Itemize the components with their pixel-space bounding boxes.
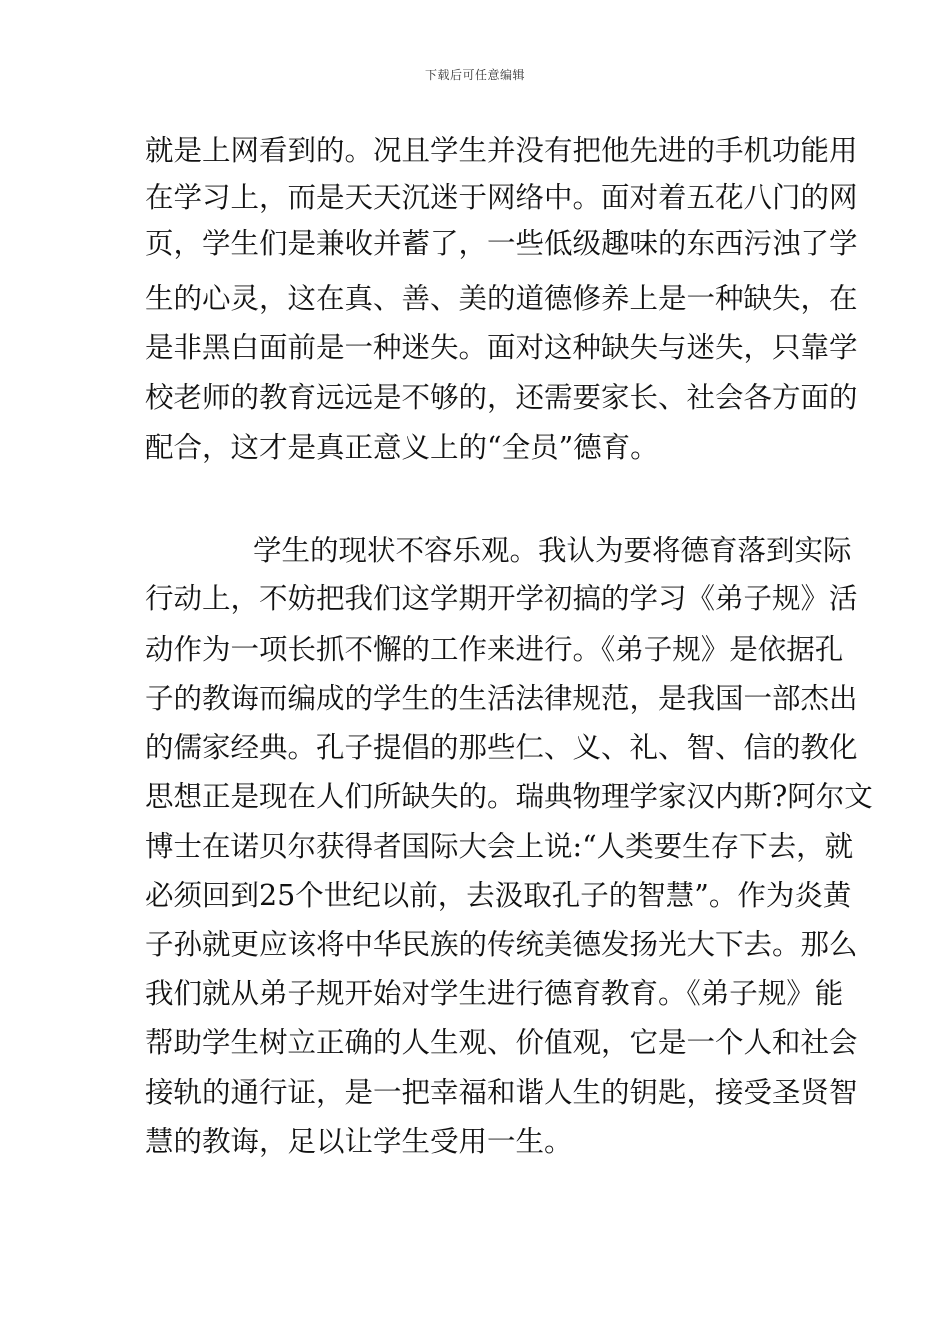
paragraph-2-line: 博士在诺贝尔获得者国际大会上说:“人类要生存下去，就 <box>145 830 854 863</box>
paragraph-2-line: 慧的教诲，足以让学生受用一生。 <box>145 1125 573 1158</box>
paragraph-1-line: 页，学生们是兼收并蓄了，一些低级趣味的东西污浊了学 <box>145 227 858 260</box>
paragraph-1-line: 生的心灵，这在真、善、美的道德修养上是一种缺失，在 <box>145 282 858 315</box>
paragraph-2-line: 子的教诲而编成的学生的生活法律规范，是我国一部杰出 <box>145 682 858 715</box>
paragraph-2-line: 接轨的通行证，是一把幸福和谐人生的钥匙，接受圣贤智 <box>145 1076 858 1109</box>
paragraph-2-line: 学生的现状不容乐观。我认为要将德育落到实际 <box>253 534 852 567</box>
paragraph-2-line: 必须回到25个世纪以前，去汲取孔子的智慧”。作为炎黄 <box>145 879 852 912</box>
paragraph-2-line: 子孙就更应该将中华民族的传统美德发扬光大下去。那么 <box>145 928 858 961</box>
page-header-note: 下载后可任意编辑 <box>424 68 525 82</box>
paragraph-1-line: 在学习上，而是天天沉迷于网络中。面对着五花八门的网 <box>145 181 858 214</box>
paragraph-2-line: 思想正是现在人们所缺失的。瑞典物理学家汉内斯?阿尔文 <box>145 780 873 813</box>
paragraph-2-line: 帮助学生树立正确的人生观、价值观，它是一个人和社会 <box>145 1026 858 1059</box>
paragraph-1-line: 就是上网看到的。况且学生并没有把他先进的手机功能用 <box>145 134 858 167</box>
paragraph-2-line: 我们就从弟子规开始对学生进行德育教育。《弟子规》能 <box>145 977 844 1010</box>
paragraph-2-line: 行动上，不妨把我们这学期开学初搞的学习《弟子规》活 <box>145 582 858 615</box>
paragraph-2-line: 的儒家经典。孔子提倡的那些仁、义、礼、智、信的教化 <box>145 731 858 764</box>
paragraph-1-line: 是非黑白面前是一种迷失。面对这种缺失与迷失，只靠学 <box>145 331 858 364</box>
paragraph-1-line: 校老师的教育远远是不够的，还需要家长、社会各方面的 <box>145 381 858 414</box>
paragraph-2-line: 动作为一项长抓不懈的工作来进行。《弟子规》是依据孔 <box>145 633 844 666</box>
paragraph-1-line: 配合，这才是真正意义上的“全员”德育。 <box>145 431 659 464</box>
